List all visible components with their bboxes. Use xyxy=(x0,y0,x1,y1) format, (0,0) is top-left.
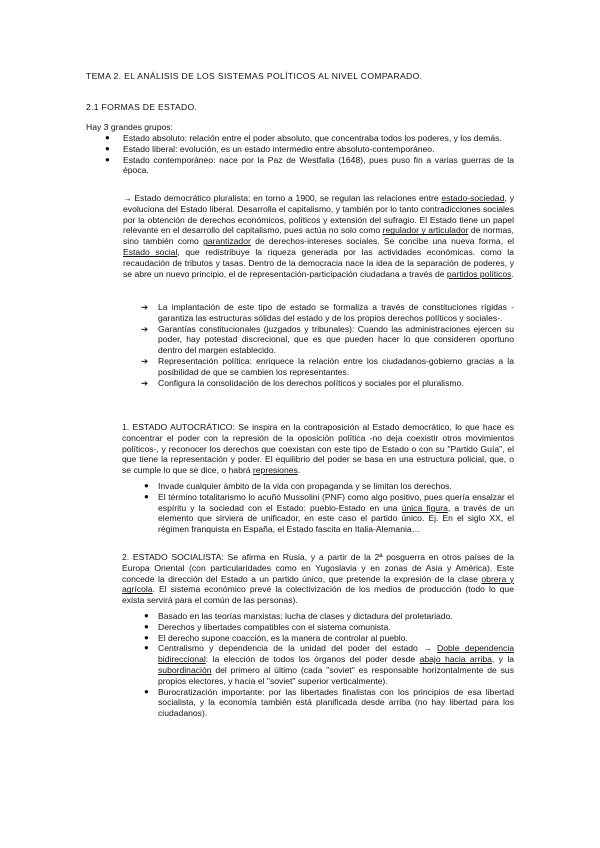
list-item: ➔ Representación política: enriquece la relación entre los ciudadanos-gobierno gracias a la posibilidad de que se cambien los representantes. xyxy=(141,355,514,377)
arrow-icon: → xyxy=(123,193,132,203)
list-item: ➔ Garantías constitucionales (juzgados y tribunales): Cuando las administraciones ejercen su poder, hay potestad discrecional, que es que pueden hacer lo que consideren oportuno dentro del margen establecido. xyxy=(141,323,514,356)
list-item: ● Estado contemporáneo: nace por la Paz de Westfalia (1648), pues puso fin a varias guerras de la época. xyxy=(105,154,514,176)
list-item: ● El término totalitarismo lo acuñó Mussolini (PNF) como algo positivo, pues quería ensalzar el espíritu y la sociedad con el Estado: pueblo-Estado en una única figura, a través de un elemento que sirviera de unificador, en este caso el partido único. Ej. En el siglo XX, el régimen franquista en España, el Estado fascita en Italia-Alemania… xyxy=(144,491,514,535)
list-item: ● Centralismo y dependencia de la unidad del poder del estado → Doble dependencia bidireccional: la elección de todos los órganos del poder desde abajo hacia arriba, y la subordinación del primero al último (cada "soviet" es responsable horizontalmente de sus propios electores, y hacia el "soviet" superior verticalmente). xyxy=(144,643,515,686)
list-item: ● Estado absoluto: relación entre el poder absoluto, que concentraba todos los poderes, y los demás. xyxy=(105,133,502,143)
section-heading: 2.1 FORMAS DE ESTADO. xyxy=(86,102,198,112)
bullet-icon: ● xyxy=(144,621,149,631)
list-item: ➔ Configura la consolidación de los derechos políticos y sociales por el pluralismo. xyxy=(141,377,464,388)
arrow-bullet-icon: ➔ xyxy=(141,355,149,366)
autocratic-list xyxy=(144,481,514,535)
bullet-icon: ● xyxy=(144,632,149,642)
list-item: ➔ La implantación de este tipo de estado se formaliza a través de constituciones rígidas -garantiza las estructuras sólidas del estado y de los propios derechos políticos y sociales-. xyxy=(141,302,514,323)
main-bullet-list xyxy=(105,133,514,176)
document-title: TEMA 2. EL ANÁLISIS DE LOS SISTEMAS POLÍTICOS AL NIVEL COMPARADO. xyxy=(86,71,423,81)
bullet-icon: ● xyxy=(144,481,149,490)
bullet-icon: ● xyxy=(105,143,110,153)
list-item: ● Derechos y libertades compatibles con el sistema comunista. xyxy=(144,621,391,632)
bullet-icon: ● xyxy=(144,686,149,696)
bullet-icon: ● xyxy=(105,133,110,142)
arrow-list xyxy=(141,302,514,388)
list-item: ● Invade cualquier ámbito de la vida con propaganda y se limitan los derechos. xyxy=(144,481,452,491)
democratic-state-paragraph: → Estado democrático pluralista: en torno a 1900, se regulan las relaciones entre estado-sociedad, y evoluciona del Estado liberal. Desarrolla el capitalismo, y también por lo tanto contradicciones sociales por la obtención de derechos económicos, políticos y extensión del sufragio. El Estado tiene un papel relevante en el desarrollo del capitalismo, pues actúa no solo como regulador y articulador de normas, sino también como garantizador de derechos-intereses sociales. Se concibe una nueva forma, el Estado social, que redistribuye la riqueza generada por las actividades económicas. como la recaudación de tributos y tasas. Dentro de la democracia nace la idea de la separación de poderes, y se abre un nuevo principio, el de representación-participación ciudadana a través de partidos políticos. xyxy=(123,193,515,279)
autocratic-state-paragraph: 1. ESTADO AUTOCRÁTICO: Se inspira en la contraposición al Estado democrático, lo que hace es concentrar el poder con la represión de la oposición política -no deja coexistir otros movimientos políticos-, y reconocer los derechos que coexistan con este tipo de Estado o con su "Partido Guía", el que tiene la representación y poder. El equilibrio del poder se basa en una estructura policial, que, o se cumple lo que se dice, o habrá represiones. xyxy=(122,422,514,476)
bullet-icon: ● xyxy=(105,154,110,164)
socialist-list xyxy=(144,611,515,719)
bullet-icon: ● xyxy=(144,491,149,501)
arrow-bullet-icon: ➔ xyxy=(141,323,149,334)
bullet-icon: ● xyxy=(144,611,149,620)
socialist-state-paragraph: 2. ESTADO SOCIALISTA: Se afirma en Rusia, y a partir de la 2ª posguerra en otros países de la Europa Oriental (con particularidades como en Yugoslavia y en zonas de Asia y América). Este concede la dirección del Estado a un partido único, que pretende la expresión de la clase obrera y agrícola. El sistema económico prevé la colectivización de los medios de producción (todo lo que exista servirá para el común de las personas). xyxy=(122,552,514,606)
arrow-bullet-icon: ➔ xyxy=(141,302,149,312)
intro-text: Hay 3 grandes grupos: xyxy=(86,122,173,132)
list-item: ● El derecho supone coacción, es la manera de controlar al pueblo. xyxy=(144,632,408,643)
bullet-icon: ● xyxy=(144,643,149,653)
list-item: ● Burocratización importante: por las libertades finalistas con los principios de esa libertad socialista, y la economía también está planificada desde arriba (no hay libertad para los ciudadanos). xyxy=(144,686,514,719)
list-item: ● Basado en las teorías marxistas: lucha de clases y dictadura del proletariado. xyxy=(144,611,453,621)
list-item: ● Estado liberal: evolución, es un estado intermedio entre absoluto-contemporáneo. xyxy=(105,143,435,154)
arrow-bullet-icon: ➔ xyxy=(141,377,149,388)
